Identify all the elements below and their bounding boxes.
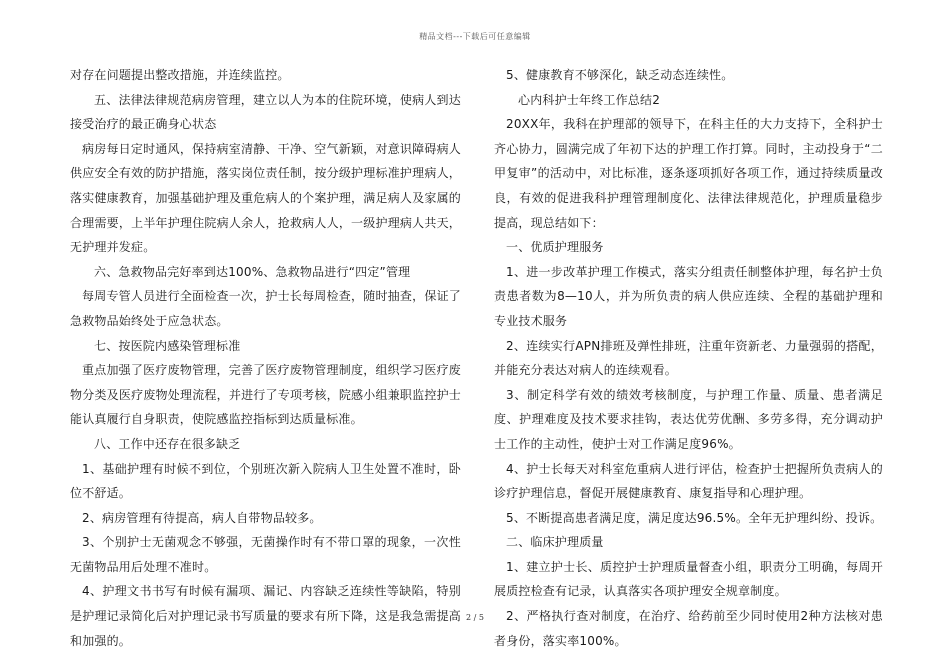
page-number: 2 / 5 (466, 613, 484, 622)
section-heading: 二、临床护理质量 (506, 535, 604, 550)
list-item: 2、严格执行查对制度，在治疗、给药前至少同时使用2种方法核对患者身份，落实率100%。 (494, 609, 883, 648)
document-subtitle: 心内科护士年终工作总结2 (518, 92, 661, 107)
left-column (70, 63, 461, 653)
list-item: 3、制定科学有效的绩效考核制度，与护理工作量、质量、患者满足度、护理难度及技术要求挂钩，表达优劳优酬、多劳多得，充分调动护士工作的主动性，使护士对工作满足度96%。 (494, 387, 883, 451)
list-item: 4、护理文书书写有时候有漏项、漏记、内容缺乏连续性等缺陷，特别是护理记录简化后对护理记录书写质量的要求有所下降，这是我急需提高和加强的。 (70, 584, 461, 648)
list-item: 2、连续实行APN排班及弹性排班，注重年资新老、力量强弱的搭配，并能充分表达对病人的连续观看。 (494, 338, 883, 378)
paragraph: 每周专管人员进行全面检查一次，护士长每周检查，随时抽查，保证了急救物品始终处于应急状态。 (70, 289, 461, 328)
page-header: 精品文档---下载后可任意编辑 (419, 32, 531, 41)
section-heading: 五、法律法律规范病房管理，建立以人为本的住院环境，使病人到达接受治疗的最正确身心状态 (70, 92, 461, 132)
list-item: 1、进一步改革护理工作模式，落实分组责任制整体护理，每名护士负责患者数为8—10人，并为所负责的病人供应连续、全程的基础护理和专业技术服务 (494, 264, 883, 328)
list-item: 2、病房管理有待提高，病人自带物品较多。 (82, 510, 322, 525)
right-column (494, 63, 883, 653)
section-heading: 六、急救物品完好率到达100%、急救物品进行“四定”管理 (94, 264, 411, 279)
paragraph: 病房每日定时通风，保持病室清静、干净、空气新颖，对意识障碍病人供应安全有效的防护措施，落实岗位责任制，按分级护理标准护理病人，落实健康教育，加强基础护理及重危病人的个案护理，满足病人及家属的合理需要，上半年护理住院病人余人，抢救病人人，一级护理病人共天，无护理并发症。 (70, 141, 461, 255)
paragraph: 重点加强了医疗废物管理，完善了医疗废物管理制度，组织学习医疗废物分类及医疗废物处理流程，并进行了专项考核，院感小组兼职监控护士能认真履行自身职责，使院感监控指标到达质量标准。 (70, 363, 461, 427)
section-heading: 一、优质护理服务 (506, 240, 604, 255)
section-heading: 八、工作中还存在很多缺乏 (94, 436, 241, 451)
list-item: 5、健康教育不够深化，缺乏动态连续性。 (506, 68, 734, 82)
list-item: 1、建立护士长、质控护士护理质量督查小组，职责分工明确，每周开展质控检查有记录，认真落实各项护理安全规章制度。 (494, 559, 883, 599)
list-item: 4、护士长每天对科室危重病人进行评估，检查护士把握所负责病人的诊疗护理信息，督促开展健康教育、康复指导和心理护理。 (494, 461, 883, 501)
list-item: 1、基础护理有时候不到位，个别班次新入院病人卫生处置不准时，卧位不舒适。 (70, 461, 461, 501)
paragraph: 对存在问题提出整改措施，并连续监控。 (70, 68, 290, 82)
list-item: 3、个别护士无菌观念不够强，无菌操作时有不带口罩的现象，一次性无菌物品用后处理不准时。 (70, 535, 461, 574)
paragraph: 20XX年，我科在护理部的领导下，在科主任的大力支持下，全科护士齐心协力，圆满完成了年初下达的护理工作打算。同时，主动投身于“二甲复审”的活动中，对比标准，逐条逐项抓好各项工作，通过持续质量改良，有效的促进我科护理管理制度化、法律法律规范化，护理质量稳步提高，现总结如下： (494, 117, 883, 230)
list-item: 5、不断提高患者满足度，满足度达96.5%。全年无护理纠纷、投诉。 (506, 510, 883, 525)
section-heading: 七、按医院内感染管理标准 (94, 338, 241, 353)
